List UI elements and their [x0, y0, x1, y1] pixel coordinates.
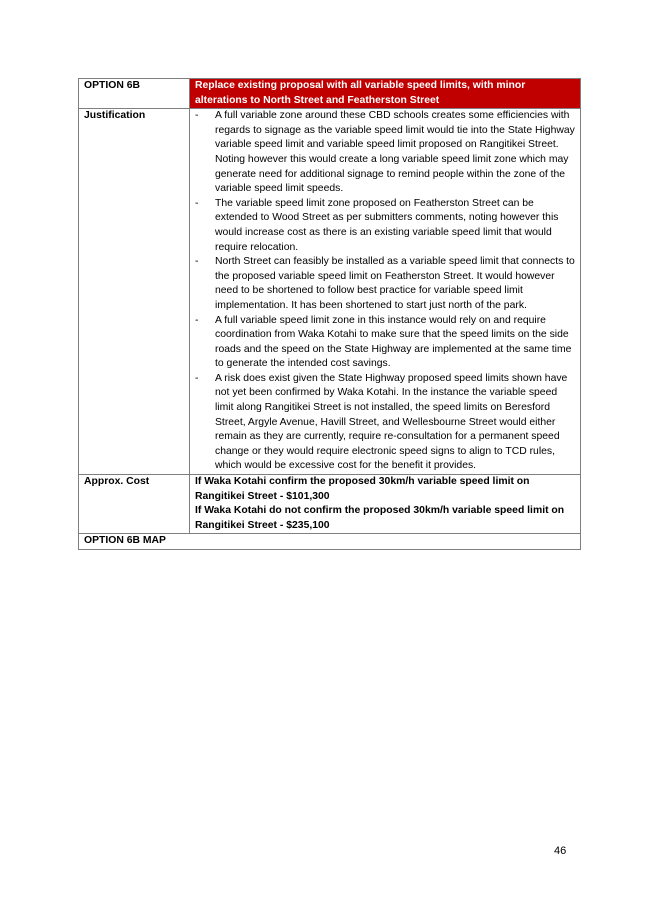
table-row-header [79, 79, 581, 109]
list-item-text: North Street can feasibly be installed as a variable speed limit that connects to the proposed variable speed limit on Featherston Street. It would however need to be shortened to follow best practice for variable speed limit implementation. It has been shortened to start just north of the park. [215, 256, 575, 311]
option-title-line-1: Replace existing proposal with all variable speed limits, with minor [195, 80, 526, 91]
option-title-line-2: alterations to North Street and Featherston Street [195, 94, 440, 106]
cost-line-confirmed: If Waka Kotahi confirm the proposed 30km/h variable speed limit on Rangitikei Street - $101,300 [195, 476, 530, 502]
list-item-text: A risk does exist given the State Highway proposed speed limits shown have not yet been confirmed by Waka Kotahi. In the instance the variable speed limit along Rangitikei Street is not installed, the speed limits on Beresford Street, Argyle Avenue, Havill Street, and Wellesbourne Street would either remain as they are currently, require re-consultation for a permanent speed change or they would require electronic speed signs to align to TCD rules, which would be excessive cost for the benefit it provides. [215, 372, 568, 472]
justification-content [190, 109, 581, 475]
option-title [190, 79, 581, 109]
bullet-dash: - [195, 197, 199, 209]
cost-line-not-confirmed: If Waka Kotahi do not confirm the proposed 30km/h variable speed limit on Rangitikei Street - $235,100 [195, 505, 565, 531]
list-item-text: The variable speed limit zone proposed on Featherston Street can be extended to Wood Street as per submitters comments, noting however this would increase cost as there is an existing variable speed limit that would require relocation. [215, 197, 559, 253]
option-6b-table [78, 78, 581, 550]
cost-content [190, 475, 581, 534]
bullet-dash: - [195, 256, 199, 268]
option-label: OPTION 6B [79, 79, 190, 109]
justification-label: Justification [79, 109, 190, 475]
list-item [195, 255, 575, 313]
bullet-dash: - [195, 372, 199, 384]
bullet-dash: - [195, 110, 199, 122]
list-item-text: A full variable speed limit zone in this instance would rely on and require coordination from Waka Kotahi to make sure that the speed limits on the side roads and the speed on the State Highway are implemented at the same time to generate the intended cost savings. [215, 314, 572, 370]
table-row-justification [79, 109, 581, 475]
map-label: OPTION 6B MAP [79, 534, 581, 550]
table-row-cost [79, 475, 581, 534]
table-row-map [79, 534, 581, 550]
list-item-text: A full variable zone around these CBD schools creates some efficiencies with regards to signage as the variable speed limit would tie into the State Highway variable speed limit and variable speed limit proposed on Rangitikei Street. Noting however this would create a long variable speed limit zone which may generate need for additional signage to remind people within the zone of the variable speed limit speeds. [215, 110, 575, 195]
list-item [195, 197, 575, 255]
list-item [195, 372, 575, 474]
justification-list [195, 109, 575, 474]
cost-label: Approx. Cost [79, 475, 190, 534]
list-item [195, 109, 575, 197]
page-number: 46 [554, 845, 567, 857]
list-item [195, 314, 575, 372]
bullet-dash: - [195, 314, 199, 326]
